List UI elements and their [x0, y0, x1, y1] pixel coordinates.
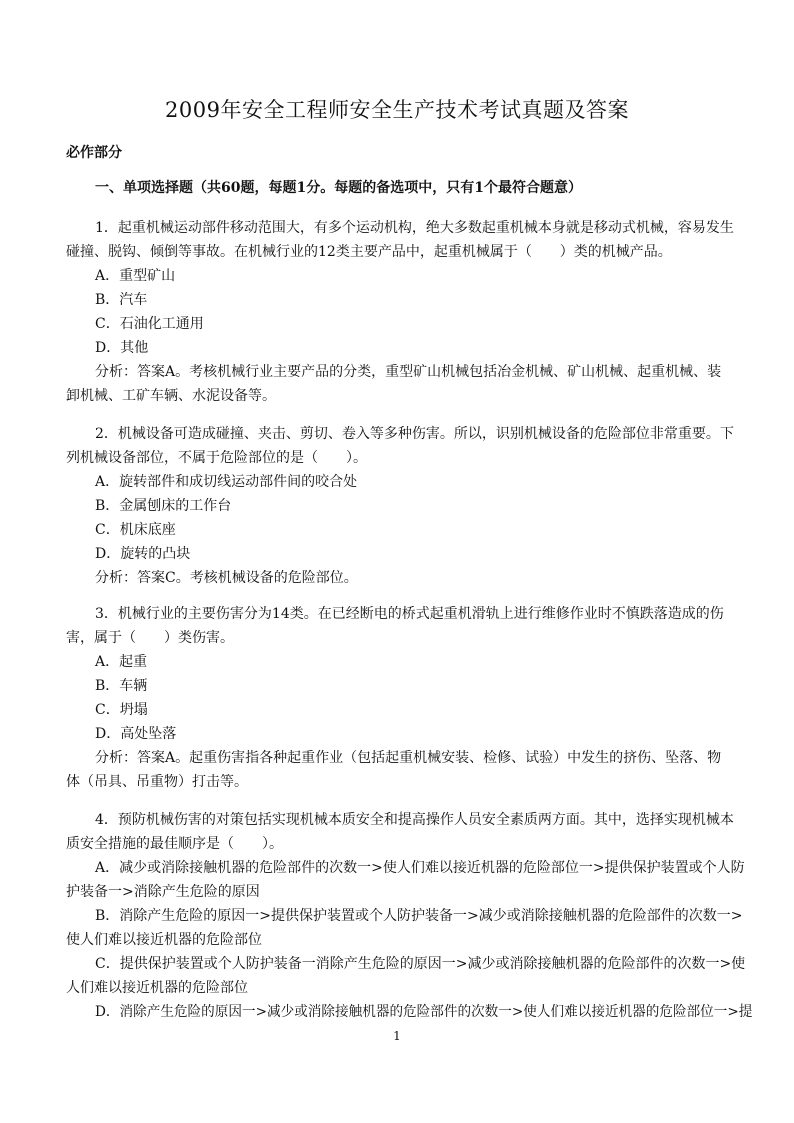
- question-1-analysis-line-1: 分析：答案A。考核机械行业主要产品的分类，重型矿山机械包括冶金机械、矿山机械、起重机械、装: [95, 364, 722, 380]
- question-2-option-b: B．金属刨床的工作台: [95, 498, 232, 514]
- question-2-option-a: A．旋转部件和成切线运动部件间的咬合处: [95, 474, 358, 490]
- question-4-option-a-line-1: A．减少或消除接触机器的危险部件的次数一>使人们难以接近机器的危险部位一>提供保护装置或个人防: [95, 860, 745, 876]
- question-1-option-d: D．其他: [95, 340, 149, 356]
- question-2-option-c: C．机床底座: [95, 522, 176, 538]
- question-1-option-a: A．重型矿山: [95, 268, 176, 284]
- question-3-option-d: D．高处坠落: [95, 726, 177, 742]
- question-4-stem-line-2: 质安全措施的最佳顺序是（ ）。: [66, 836, 283, 852]
- question-4-option-b-line-1: B．消除产生危险的原因一>提供保护装置或个人防护装备一>减少或消除接触机器的危险部件的次数一>: [95, 908, 743, 924]
- question-3-option-c: C．坍塌: [95, 702, 148, 718]
- question-3-analysis-line-2: 体（吊具、吊重物）打击等。: [66, 774, 248, 790]
- document-title: 2009年安全工程师安全生产技术考试真题及答案: [165, 98, 629, 122]
- question-4-option-c-line-2: 人们难以接近机器的危险部位: [66, 980, 248, 996]
- question-4-option-a-line-2: 护装备一>消除产生危险的原因: [66, 884, 260, 900]
- question-4-option-b-line-2: 使人们难以接近机器的危险部位: [66, 932, 262, 948]
- question-1-stem-line-2: 碰撞、脱钩、倾倒等事故。在机械行业的12类主要产品中，起重机械属于（ ）类的机械产品。: [66, 244, 672, 260]
- question-3-option-a: A．起重: [95, 654, 148, 670]
- question-2-analysis: 分析：答案C。考核机械设备的危险部位。: [95, 570, 358, 586]
- question-1-option-b: B．汽车: [95, 292, 148, 308]
- page-number: 1: [393, 1029, 401, 1043]
- question-3-analysis-line-1: 分析：答案A。起重伤害指各种起重作业（包括起重机械安装、检修、试验）中发生的挤伤、坠落、物: [95, 750, 722, 766]
- question-2-stem-line-2: 列机械设备部位，不属于危险部位的是（ ）。: [66, 450, 367, 466]
- question-4-option-c-line-1: C．提供保护装置或个人防护装备一消除产生危险的原因一>减少或消除接触机器的危险部件的次数一>使: [95, 956, 746, 972]
- question-4-stem-line-1: 4．预防机械伤害的对策包括实现机械本质安全和提高操作人员安全素质两方面。其中，选择实现机械本: [95, 812, 734, 828]
- question-1-option-c: C．石油化工通用: [95, 316, 204, 332]
- section-heading: 一、单项选择题（共60题，每题1分。每题的备选项中，只有1个最符合题意）: [95, 180, 582, 196]
- question-1-analysis-line-2: 卸机械、工矿车辆、水泥设备等。: [66, 388, 276, 404]
- question-2-stem-line-1: 2．机械设备可造成碰撞、夹击、剪切、卷入等多种伤害。所以，识别机械设备的危险部位非常重要。下: [95, 426, 734, 442]
- part-heading: 必作部分: [66, 145, 122, 161]
- question-1-stem-line-1: 1．起重机械运动部件移动范围大，有多个运动机构，绝大多数起重机械本身就是移动式机械，容易发生: [95, 220, 734, 236]
- question-3-stem-line-1: 3．机械行业的主要伤害分为14类。在已经断电的桥式起重机滑轨上进行维修作业时不慎跌落造成的伤: [95, 606, 724, 622]
- question-2-option-d: D．旋转的凸块: [95, 546, 191, 562]
- question-4-option-d-line-1: D．消除产生危险的原因一>减少或消除接触机器的危险部件的次数一>使人们难以接近机器的危险部位一>提: [95, 1004, 753, 1020]
- question-3-option-b: B．车辆: [95, 678, 148, 694]
- question-3-stem-line-2: 害，属于（ ）类伤害。: [66, 630, 234, 646]
